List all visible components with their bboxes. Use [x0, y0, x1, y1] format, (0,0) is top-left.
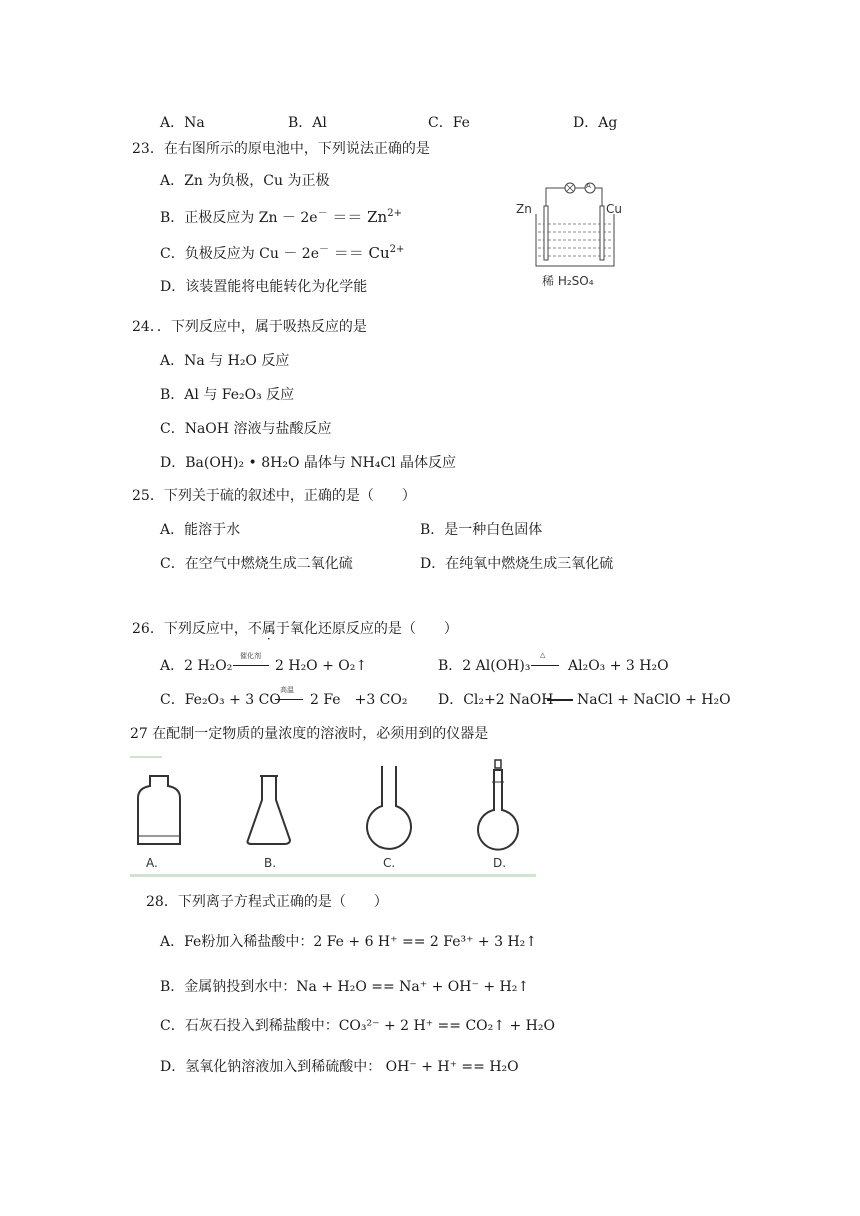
- q26-emphasis: 不属于: [247, 621, 290, 637]
- q23-option-a: A．Zn 为负极，Cu 为正极: [160, 173, 330, 189]
- q25-option-b: B．是一种白色固体: [420, 522, 543, 538]
- conical-flask-label: B.: [264, 856, 277, 870]
- round-flask-label: C.: [383, 856, 396, 870]
- conical-flask-icon: [248, 776, 291, 844]
- q27-stem: 27 在配制一定物质的量浓度的溶液时，必须用到的仪器是: [130, 726, 489, 742]
- q25-option-a: A．能溶于水: [160, 522, 241, 538]
- acid-label: 稀 H₂SO₄: [542, 274, 594, 288]
- q26-option-b-left: B．2 Al(OH)₃: [438, 658, 531, 674]
- q23-stem: 23．在右图所示的原电池中，下列说法正确的是: [132, 141, 430, 157]
- round-flask-icon: [367, 766, 411, 849]
- bottle-label: A.: [146, 856, 158, 870]
- q25-option-d: D．在纯氧中燃烧生成三氧化硫: [420, 556, 614, 572]
- q22-option-d: D．Ag: [573, 115, 618, 131]
- q28-option-a: A．Fe粉加入稀盐酸中：2 Fe + 6 H⁺ == 2 Fe³⁺ + 3 H₂↑: [160, 934, 538, 950]
- q22-option-c: C．Fe: [428, 115, 470, 131]
- q26-a-condition: 催化剂: [240, 652, 261, 660]
- q26-option-b-right: Al₂O₃ + 3 H₂O: [568, 658, 669, 674]
- q26-stem: 26．下列反应中，不属于氧化还原反应的是（ ）: [132, 621, 458, 637]
- q26-option-a-right: 2 H₂O + O₂↑: [275, 658, 368, 674]
- q24-option-d: D．Ba(OH)₂ • 8H₂O 晶体与 NH₄Cl 晶体反应: [160, 455, 457, 471]
- cu-electrode-label: Cu: [606, 202, 622, 216]
- q26-a-arrow: [233, 665, 269, 666]
- q28-stem: 28．下列离子方程式正确的是（ ）: [146, 894, 388, 910]
- ammeter-label: A: [586, 182, 591, 190]
- q26-option-d-left: D．Cl₂+2 NaOH: [438, 692, 554, 708]
- q23-option-c: C．负极反应为 $Cu - 2e^- == Cu^{2+}$: [160, 244, 405, 262]
- q28-option-d: D．氢氧化钠溶液加入到稀硫酸中： OH⁻ + H⁺ == H₂O: [160, 1059, 519, 1075]
- q28-option-c: C．石灰石投入到稀盐酸中：CO₃²⁻ + 2 H⁺ == CO₂↑ + H₂O: [160, 1018, 555, 1034]
- volumetric-flask-label: D.: [493, 856, 507, 870]
- q26-b-arrow: [531, 665, 559, 666]
- q24-stem: 24．．下列反应中，属于吸热反应的是: [132, 319, 367, 335]
- q23-option-b: B．正极反应为 $Zn - 2e^- == Zn^{2+}$: [160, 208, 402, 226]
- glassware-drawings: [130, 756, 536, 880]
- q24-option-a: A．Na 与 H₂O 反应: [160, 353, 290, 369]
- q26-b-condition: △: [540, 651, 546, 659]
- q22-option-a: A．Na: [160, 115, 205, 131]
- glassware-figure: [130, 756, 536, 880]
- figure-bottom-rule: [130, 874, 536, 877]
- q24-option-b: B．Al 与 Fe₂O₃ 反应: [160, 387, 295, 403]
- q26-option-d-right: NaCl + NaClO + H₂O: [577, 692, 731, 708]
- q26-c-arrow: [275, 699, 303, 700]
- q24-option-c: C．NaOH 溶液与盐酸反应: [160, 421, 332, 437]
- q23-option-d: D．该装置能将电能转化为化学能: [160, 279, 368, 295]
- galvanic-cell-figure: [510, 178, 630, 288]
- q25-stem: 25．下列关于硫的叙述中，正确的是（ ）: [132, 488, 416, 504]
- q22-option-b: B．Al: [288, 115, 327, 131]
- zn-electrode-label: Zn: [516, 202, 532, 216]
- q25-option-c: C．在空气中燃烧生成二氧化硫: [160, 556, 353, 572]
- q26-option-c-right: 2 Fe +3 CO₂: [310, 692, 408, 708]
- q26-c-condition: 高温: [280, 686, 294, 694]
- reagent-bottle-icon: [138, 776, 180, 844]
- q26-option-a-left: A．2 H₂O₂: [160, 658, 233, 674]
- q28-option-b: B．金属钠投到水中：Na + H₂O == Na⁺ + OH⁻ + H₂↑: [160, 979, 530, 995]
- q26-option-c-left: C．Fe₂O₃ + 3 CO: [160, 692, 281, 708]
- q26-d-equals: [547, 699, 573, 701]
- volumetric-flask-icon: [478, 760, 518, 850]
